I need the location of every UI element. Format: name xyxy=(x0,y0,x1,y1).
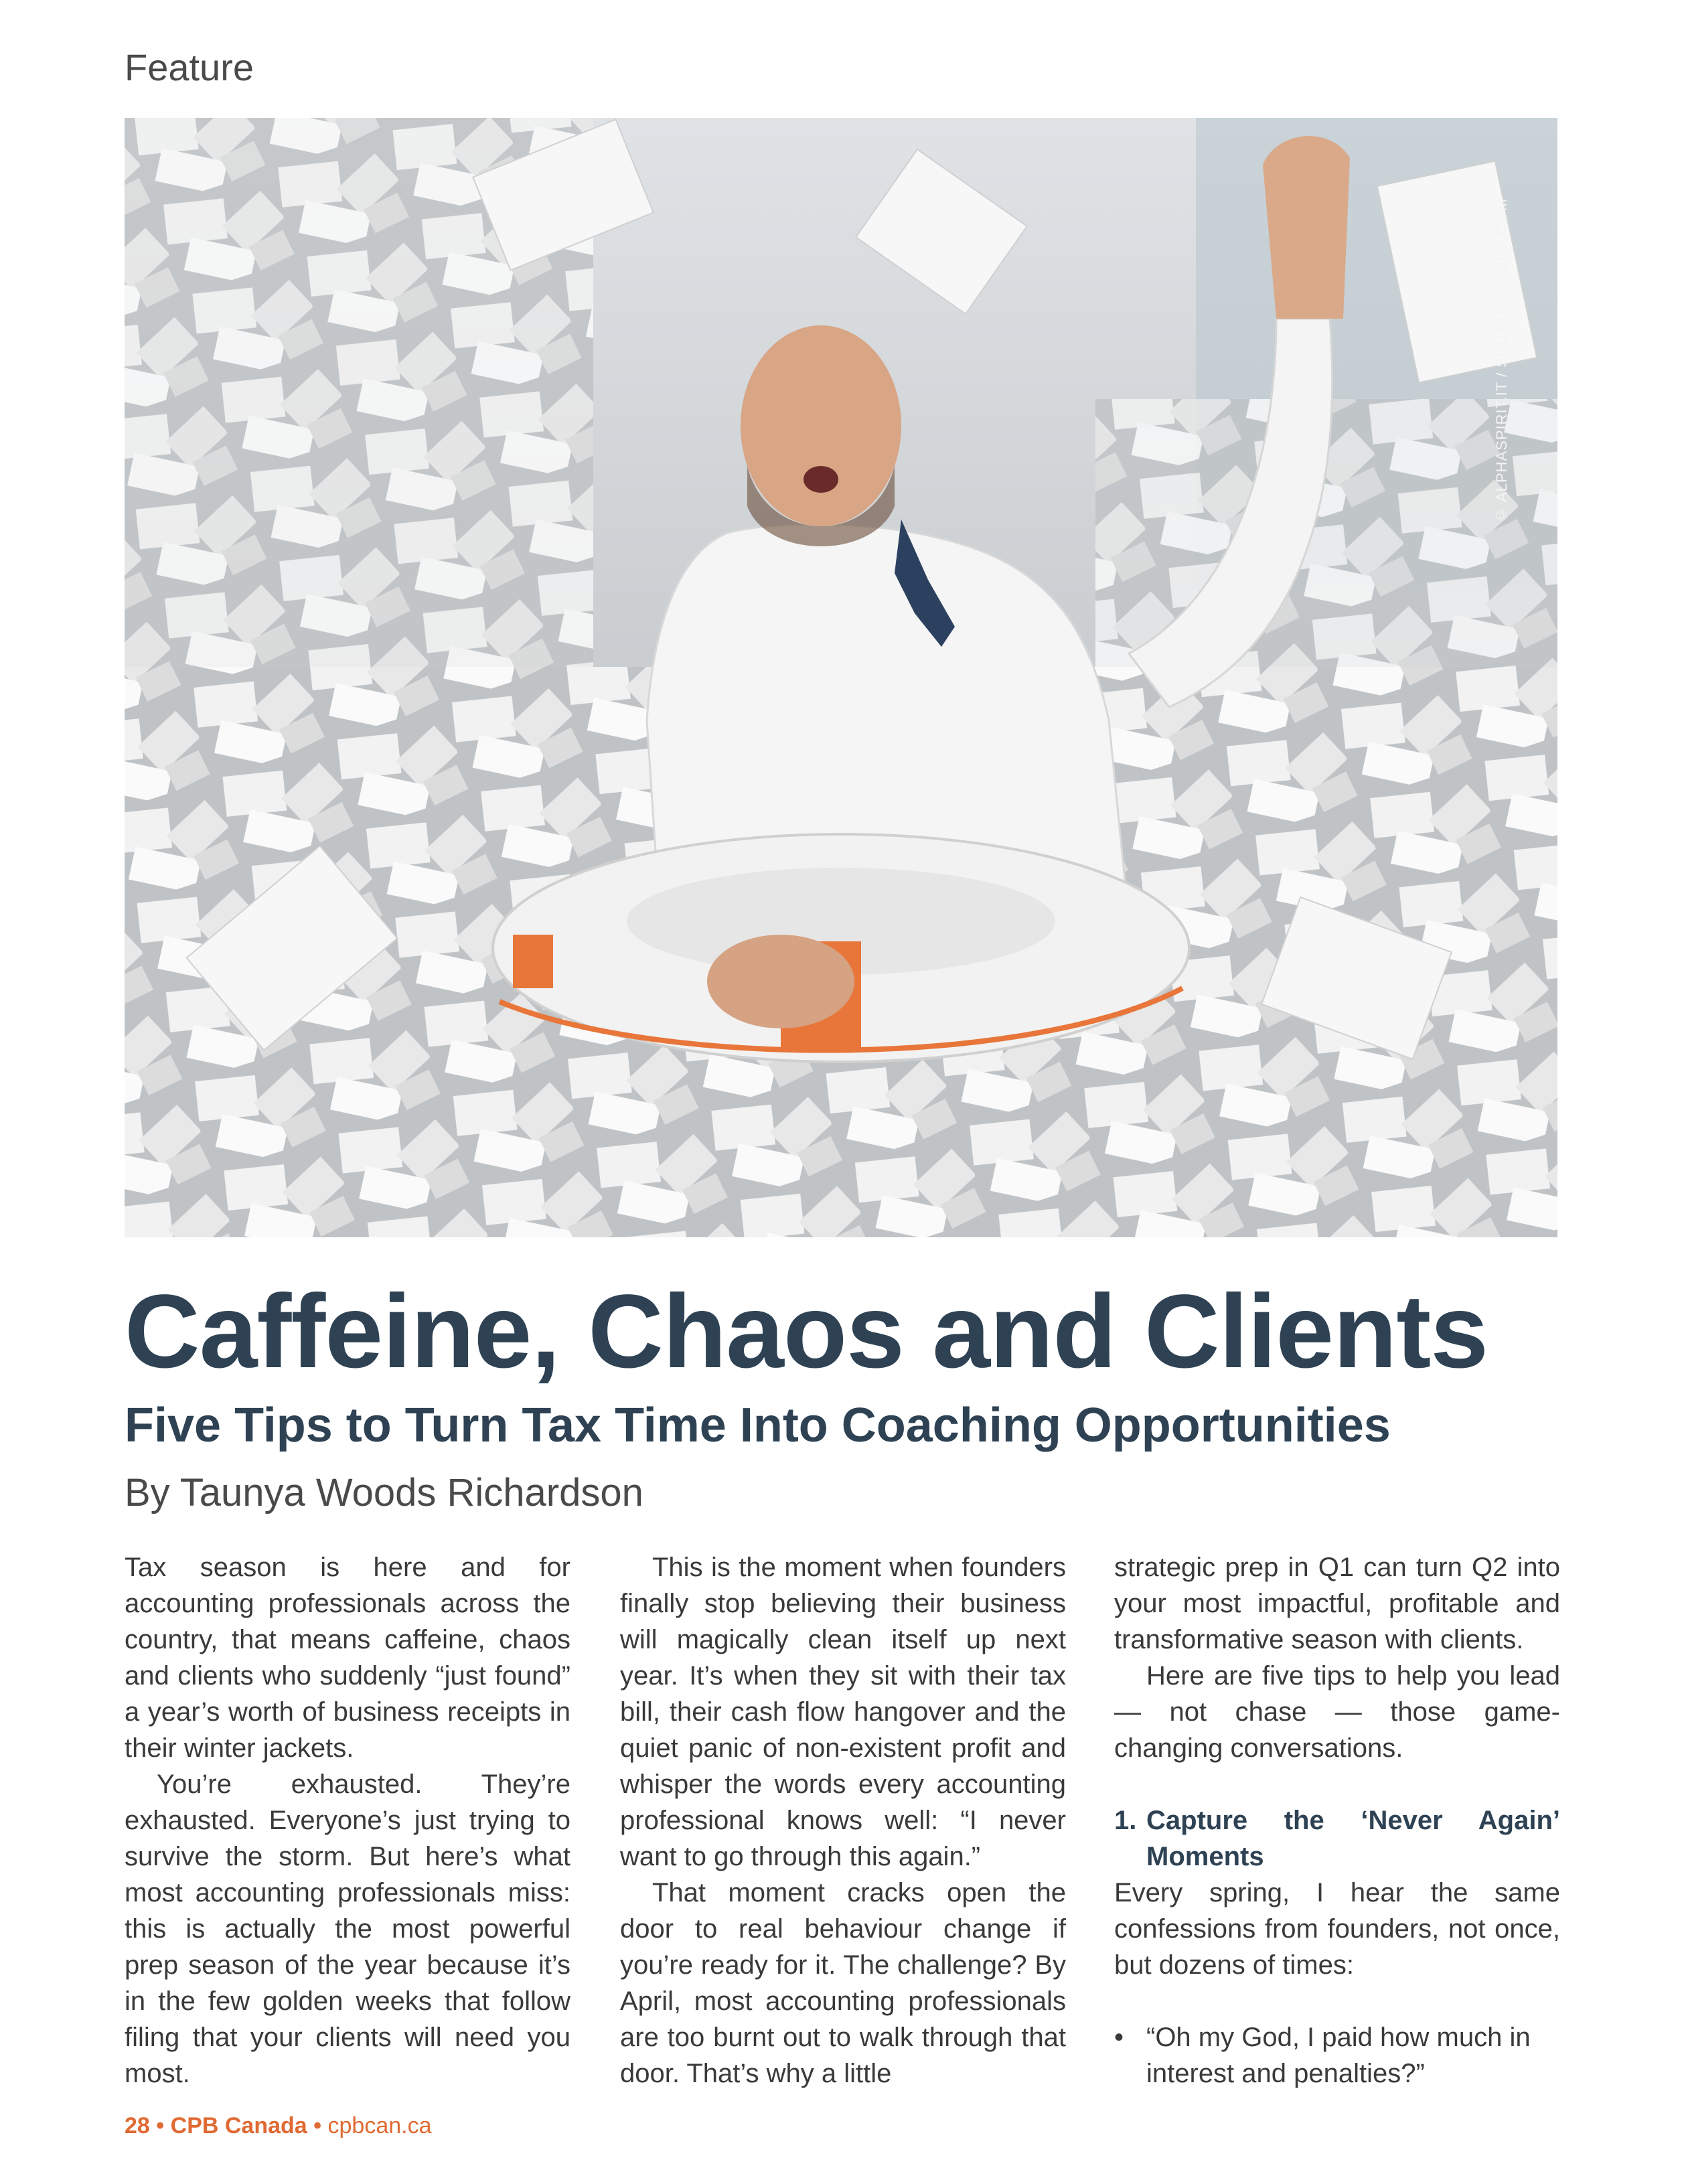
hero-photo xyxy=(125,118,1557,1237)
paragraph: Tax season is here and for accounting professionals across the country, that means caffeine, chaos and clients who suddenly “just found” a year’s worth of business receipts in their winter jackets. xyxy=(125,1553,570,1763)
paragraph: You’re exhausted. They’re exhausted. Everyone’s just trying to survive the storm. But here’s what most accounting professionals miss: this is actually the most powerful prep season of the year because it’s in the few golden weeks that follow filing that your clients will need you most. xyxy=(125,1770,570,2088)
body-column-1 xyxy=(125,1549,570,2092)
article-byline: By Taunya Woods Richardson xyxy=(125,1471,643,1514)
tip-heading-text: Capture the ‘Never Again’ Moments xyxy=(1146,1806,1560,1871)
photo-credit: © ALPHASPIRIT.IT / SHUTTERSTOCK.COM xyxy=(1493,198,1510,524)
publication-name: CPB Canada xyxy=(170,2113,307,2138)
paragraph: That moment cracks open the door to real behaviour change if you’re ready for it. The challenge? By April, most accounting professionals are too burnt out to walk through that door. That’s why a little xyxy=(620,1878,1066,2088)
paragraph: strategic prep in Q1 can turn Q2 into your most impactful, profitable and transformative season with clients. xyxy=(1114,1553,1560,1654)
body-column-2 xyxy=(620,1549,1066,2092)
website-link[interactable]: cpbcan.ca xyxy=(327,2113,432,2138)
paragraph: This is the moment when founders finally stop believing their business will magically clean itself up next year. It’s when they sit with their tax bill, their cash flow hangover and the quiet panic of non-existent profit and whisper the words every accounting professional knows well: “I never want to go through this again.” xyxy=(620,1553,1066,1871)
tip-number: 1. xyxy=(1114,1806,1137,1835)
page-footer xyxy=(125,2113,432,2139)
footer-separator: • xyxy=(313,2113,322,2138)
page-number: 28 xyxy=(125,2113,150,2138)
tip-heading xyxy=(1114,1802,1560,1875)
article-title: Caffeine, Chaos and Clients xyxy=(125,1273,1488,1390)
footer-separator: • xyxy=(156,2113,165,2138)
body-column-3 xyxy=(1114,1549,1560,2092)
paragraph: Here are five tips to help you lead — not chase — those game-changing conversations. xyxy=(1114,1661,1560,1763)
article-subtitle: Five Tips to Turn Tax Time Into Coaching Opportunities xyxy=(125,1399,1391,1452)
list-item xyxy=(1114,2019,1560,2092)
bullet-icon: • xyxy=(1114,2023,1124,2052)
section-label: Feature xyxy=(125,46,254,88)
hero-illustration xyxy=(125,118,1557,1237)
paragraph: Every spring, I hear the same confessions from founders, not once, but dozens of times: xyxy=(1114,1878,1560,1980)
list-item-text: “Oh my God, I paid how much in interest and penalties?” xyxy=(1146,2023,1531,2088)
